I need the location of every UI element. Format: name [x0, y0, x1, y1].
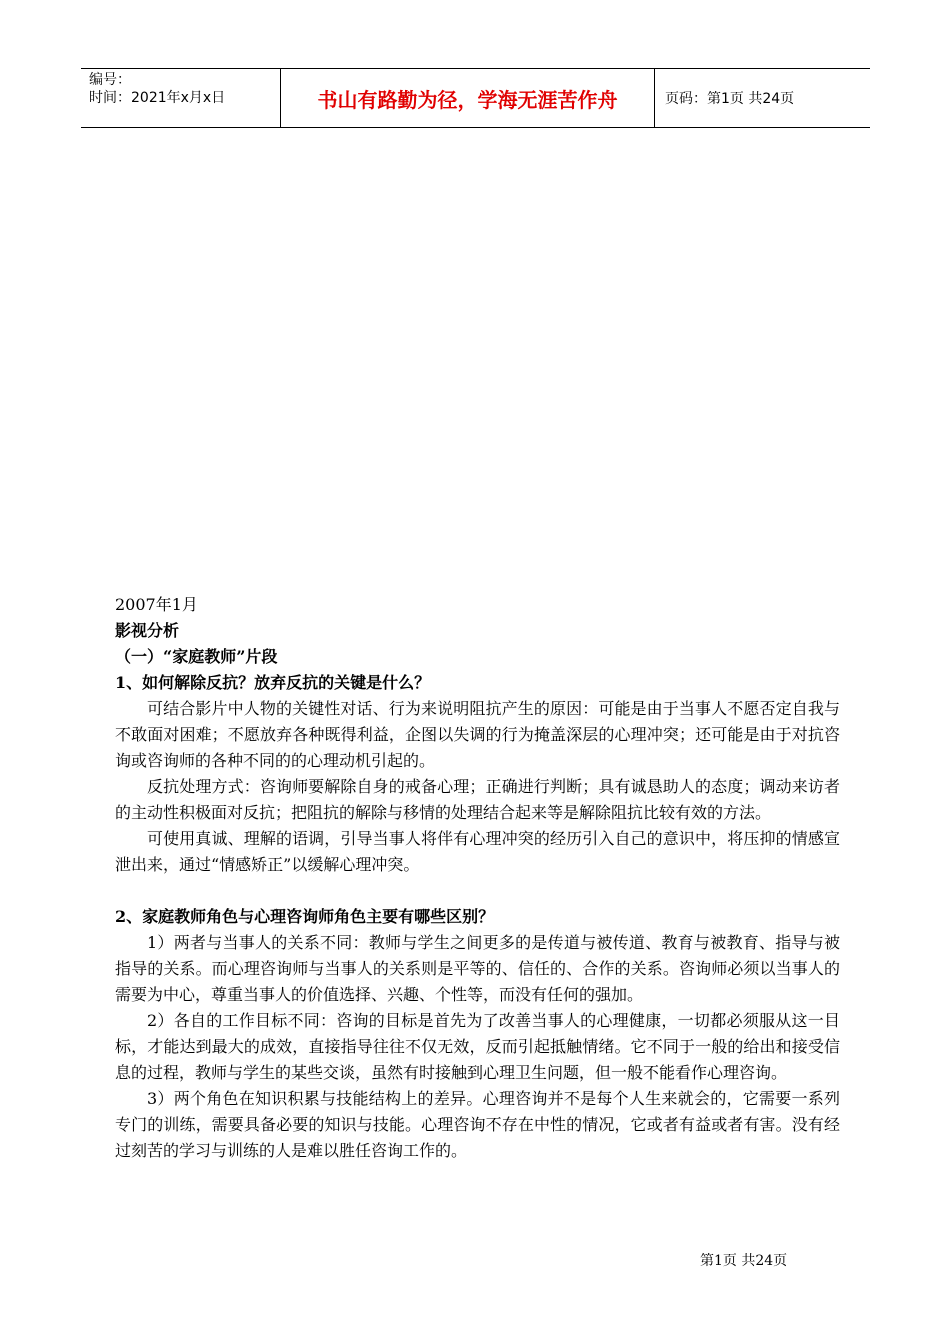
question-1-paragraph: 可结合影片中人物的关键性对话、行为来说明阻抗产生的原因：可能是由于当事人不愿否定自我与不敢面对困难；不愿放弃各种既得利益，企图以失调的行为掩盖深层的心理冲突；还可能是由于对抗咨询或咨询师的各种不同的的心理动机引起的。: [115, 699, 840, 770]
document-date: 2007年1月: [115, 595, 198, 614]
question-1-paragraph: 可使用真诚、理解的语调，引导当事人将伴有心理冲突的经历引入自己的意识中，将压抑的情感宣泄出来，通过“情感矫正”以缓解心理冲突。: [115, 829, 840, 874]
motto-text: 书山有路勤为径，学海无涯苦作舟: [317, 87, 618, 112]
header-meta-cell: [81, 69, 281, 127]
section-title: 影视分析: [115, 621, 180, 640]
question-2-paragraph: 2）各自的工作目标不同：咨询的目标是首先为了改善当事人的心理健康，一切都必须服从这一目标，才能达到最大的成效，直接指导往往不仅无效，反而引起抵触情绪。它不同于一般的给出和接受信息的过程，教师与学生的某些交谈，虽然有时接触到心理卫生问题，但一般不能看作心理咨询。: [115, 1011, 840, 1082]
document-header: [81, 68, 870, 128]
question-1-paragraph: 反抗处理方式：咨询师要解除自身的戒备心理；正确进行判断；具有诚恳助人的态度；调动来访者的主动性积极面对反抗；把阻抗的解除与移情的处理结合起来等是解除阻抗比较有效的方法。: [115, 777, 840, 822]
question-2-paragraph: 1）两者与当事人的关系不同：教师与学生之间更多的是传道与被传道、教育与被教育、指导与被指导的关系。而心理咨询师与当事人的关系则是平等的、信任的、合作的关系。咨询师必须以当事人的需要为中心，尊重当事人的价值选择、兴趣、个性等，而没有任何的强加。: [115, 933, 840, 1004]
document-body: [115, 592, 840, 1164]
number-label: 编号：: [89, 72, 131, 88]
subsection-title: （一）“家庭教师”片段: [115, 647, 278, 666]
footer-page-number: 第1页 共24页: [700, 1253, 788, 1269]
spacer: [115, 878, 840, 904]
header-motto-cell: [281, 69, 655, 127]
question-2-title: 2、家庭教师角色与心理咨询师角色主要有哪些区别？: [115, 907, 495, 926]
page-footer: [700, 1250, 787, 1270]
date-line: 时间：2021年x月x日: [89, 90, 226, 106]
question-2-paragraph: 3）两个角色在知识积累与技能结构上的差异。心理咨询并不是每个人生来就会的，它需要一系列专门的训练，需要具备必要的知识与技能。心理咨询不存在中性的情况，它或者有益或者有害。没有经过刻苦的学习与训练的人是难以胜任咨询工作的。: [115, 1089, 840, 1160]
page-info: 页码：第1页 共24页: [665, 91, 795, 107]
question-1-title: 1、如何解除反抗？放弃反抗的关键是什么？: [115, 673, 431, 692]
header-page-cell: [655, 69, 870, 127]
